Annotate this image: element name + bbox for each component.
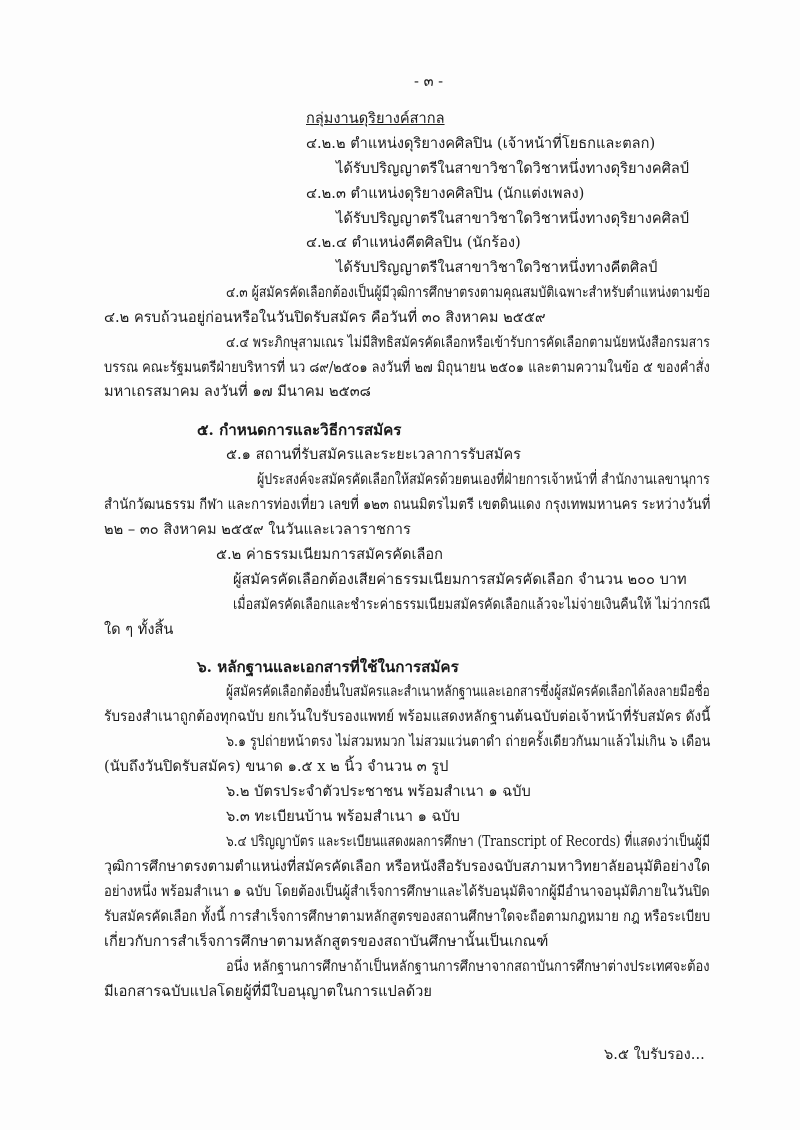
item-4-2-3-requirement: ได้รับปริญญาตรีในสาขาวิชาใดวิชาหนึ่งทางดุริยางคศิลป์ xyxy=(336,210,690,227)
item-5-1-title: ๕.๑ สถานที่รับสมัครและระยะเวลาการรับสมัคร xyxy=(226,446,522,463)
item-5-1-line3: ๒๒ – ๓๐ สิงหาคม ๒๕๕๙ ในวันและเวลาราชการ xyxy=(104,521,411,538)
item-5-2-line2: เมื่อสมัครคัดเลือกและชำระค่าธรรมเนียมสมัครคัดเลือกแล้วจะไม่จ่ายเงินคืนให้ ไม่ว่ากรณี xyxy=(233,596,711,613)
item-6-2: ๖.๒ บัตรประจำตัวประชาชน พร้อมสำเนา ๑ ฉบับ xyxy=(226,783,531,800)
section-5-heading: ๕. กำหนดการและวิธีการสมัคร xyxy=(197,421,402,439)
item-4-4-line3: มหาเถรสมาคม ลงวันที่ ๑๗ มีนาคม ๒๕๓๘ xyxy=(104,383,371,400)
section-6-intro-line1: ผู้สมัครคัดเลือกต้องยื่นใบสมัครและสำเนาหลักฐานและเอกสารซึ่งผู้สมัครคัดเลือกได้ลงลายมือชื่อ xyxy=(226,683,710,700)
note-line1: อนึ่ง หลักฐานการศึกษาถ้าเป็นหลักฐานการศึกษาจากสถาบันการศึกษาต่างประเทศจะต้อง xyxy=(226,958,710,975)
group-heading: กลุ่มงานดุริยางค์สากล xyxy=(306,110,445,127)
item-6-1-line1: ๖.๑ รูปถ่ายหน้าตรง ไม่สวมหมวก ไม่สวมแว่นตาดำ ถ่ายครั้งเดียวกันมาแล้วไม่เกิน ๖ เดือน xyxy=(226,733,711,750)
item-6-4-line1: ๖.๔ ปริญญาบัตร และระเบียนแสดงผลการศึกษา (Transcript of Records) ที่แสดงว่าเป็นผู้มี xyxy=(226,833,710,850)
note-line2: มีเอกสารฉบับแปลโดยผู้ที่มีใบอนุญาตในการแปลด้วย xyxy=(104,983,432,1000)
item-5-2-title: ๕.๒ ค่าธรรมเนียมการสมัครคัดเลือก xyxy=(216,546,444,563)
item-4-4-line1: ๔.๔ พระภิกษุสามเณร ไม่มีสิทธิสมัครคัดเลือกหรือเข้ารับการคัดเลือกตามนัยหนังสือกรมสาร xyxy=(226,334,710,351)
item-6-4-line3: อย่างหนึ่ง พร้อมสำเนา ๑ ฉบับ โดยต้องเป็นผู้สำเร็จการศึกษาและได้รับอนุมัติจากผู้มีอำนาจอนุมัติภายในวันปิด xyxy=(104,883,710,900)
item-6-4-line2: วุฒิการศึกษาตรงตามตำแหน่งที่สมัครคัดเลือก หรือหนังสือรับรองฉบับสภามหาวิทยาลัยอนุมัติอย่างใด xyxy=(104,858,711,875)
section-6-heading: ๖. หลักฐานและเอกสารที่ใช้ในการสมัคร xyxy=(197,658,459,676)
item-4-2-2-title: ๔.๒.๒ ตำแหน่งดุริยางคศิลปิน (เจ้าหน้าที่โยธกและตลก) xyxy=(306,135,656,152)
item-4-3-line2: ๔.๒ ครบถ้วนอยู่ก่อนหรือในวันปิดรับสมัคร คือวันที่ ๓๐ สิงหาคม ๒๕๕๙ xyxy=(104,309,546,326)
item-4-2-4-requirement: ได้รับปริญญาตรีในสาขาวิชาใดวิชาหนึ่งทางคีตศิลป์ xyxy=(336,259,658,276)
item-5-1-line1: ผู้ประสงค์จะสมัครคัดเลือกให้สมัครด้วยตนเองที่ฝ่ายการเจ้าหน้าที่ สำนักงานเลขานุการ xyxy=(257,471,710,488)
item-4-2-3-title: ๔.๒.๓ ตำแหน่งดุริยางคศิลปิน (นักแต่งเพลง) xyxy=(306,185,585,202)
item-6-4-line4: รับสมัครคัดเลือก ทั้งนี้ การสำเร็จการศึกษาตามหลักสูตรของสถานศึกษาใดจะถือตามกฎหมาย กฎ หรือระเบียบ xyxy=(104,908,711,925)
page-number: - ๓ - xyxy=(414,73,444,90)
continuation-marker: ๖.๕ ใบรับรอง... xyxy=(604,1046,705,1063)
item-4-4-line2: บรรณ คณะรัฐมนตรีฝ่ายบริหารที่ นว ๘๙/๒๕๐๑ ลงวันที่ ๒๗ มิถุนายน ๒๕๐๑ และตามความในข้อ ๕ ของคำสั่ง xyxy=(104,359,710,376)
item-4-3-line1: ๔.๓ ผู้สมัครคัดเลือกต้องเป็นผู้มีวุฒิการศึกษาตรงตามคุณสมบัติเฉพาะสำหรับตำแหน่งตามข้อ xyxy=(226,284,711,301)
item-5-2-line3: ใด ๆ ทั้งสิ้น xyxy=(104,621,174,638)
item-5-1-line2: สำนักวัฒนธรรม กีฬา และการท่องเที่ยว เลขที่ ๑๒๓ ถนนมิตรไมตรี เขตดินแดง กรุงเทพมหานคร ระหว่างวันที่ xyxy=(104,496,711,513)
item-6-3: ๖.๓ ทะเบียนบ้าน พร้อมสำเนา ๑ ฉบับ xyxy=(226,808,460,825)
item-4-2-2-requirement: ได้รับปริญญาตรีในสาขาวิชาใดวิชาหนึ่งทางดุริยางคศิลป์ xyxy=(336,160,690,177)
item-4-2-4-title: ๔.๒.๔ ตำแหน่งคีตศิลปิน (นักร้อง) xyxy=(306,234,521,251)
item-5-2-line1: ผู้สมัครคัดเลือกต้องเสียค่าธรรมเนียมการสมัครคัดเลือก จำนวน ๒๐๐ บาท xyxy=(233,571,687,588)
item-6-4-line5: เกี่ยวกับการสำเร็จการศึกษาตามหลักสูตรของสถาบันศึกษานั้นเป็นเกณฑ์ xyxy=(104,933,549,950)
section-6-intro-line2: รับรองสำเนาถูกต้องทุกฉบับ ยกเว้นใบรับรองแพทย์ พร้อมแสดงหลักฐานต้นฉบับต่อเจ้าหน้าที่รับสมัคร ดังนี้ xyxy=(104,708,711,725)
item-6-1-line2: (นับถึงวันปิดรับสมัคร) ขนาด ๑.๕ x ๒ นิ้ว จำนวน ๓ รูป xyxy=(104,758,449,775)
